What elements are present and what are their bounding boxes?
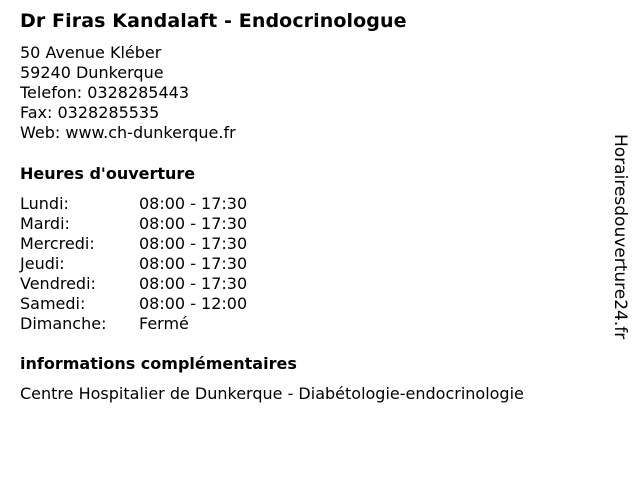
website: Web: www.ch-dunkerque.fr [20, 123, 236, 142]
time-value: Fermé [139, 314, 189, 333]
phone-number: Telefon: 0328285443 [20, 83, 190, 102]
watermark-text: Horairesdouverture24.fr [610, 134, 630, 340]
time-value: 08:00 - 12:00 [139, 294, 248, 313]
day-label: Mardi: [20, 214, 70, 233]
address-block [20, 43, 236, 143]
fax-number: Fax: 0328285535 [20, 103, 160, 122]
day-label: Mercredi: [20, 234, 95, 253]
street-address: 50 Avenue Kléber [20, 43, 162, 62]
time-value: 08:00 - 17:30 [139, 234, 248, 253]
time-value: 08:00 - 17:30 [139, 214, 248, 233]
day-label: Jeudi: [20, 254, 65, 273]
time-value: 08:00 - 17:30 [139, 254, 248, 273]
day-label: Dimanche: [20, 314, 107, 333]
additional-info-heading: informations complémentaires [20, 354, 297, 373]
page-title: Dr Firas Kandalaft - Endocrinologue [20, 10, 407, 32]
site-watermark [604, 134, 638, 374]
time-value: 08:00 - 17:30 [139, 194, 248, 213]
day-label: Lundi: [20, 194, 69, 213]
day-label: Vendredi: [20, 274, 96, 293]
time-value: 08:00 - 17:30 [139, 274, 248, 293]
city-address: 59240 Dunkerque [20, 63, 164, 82]
opening-hours-heading: Heures d'ouverture [20, 164, 196, 183]
day-label: Samedi: [20, 294, 86, 313]
additional-info-text: Centre Hospitalier de Dunkerque - Diabétologie-endocrinologie [20, 384, 524, 403]
